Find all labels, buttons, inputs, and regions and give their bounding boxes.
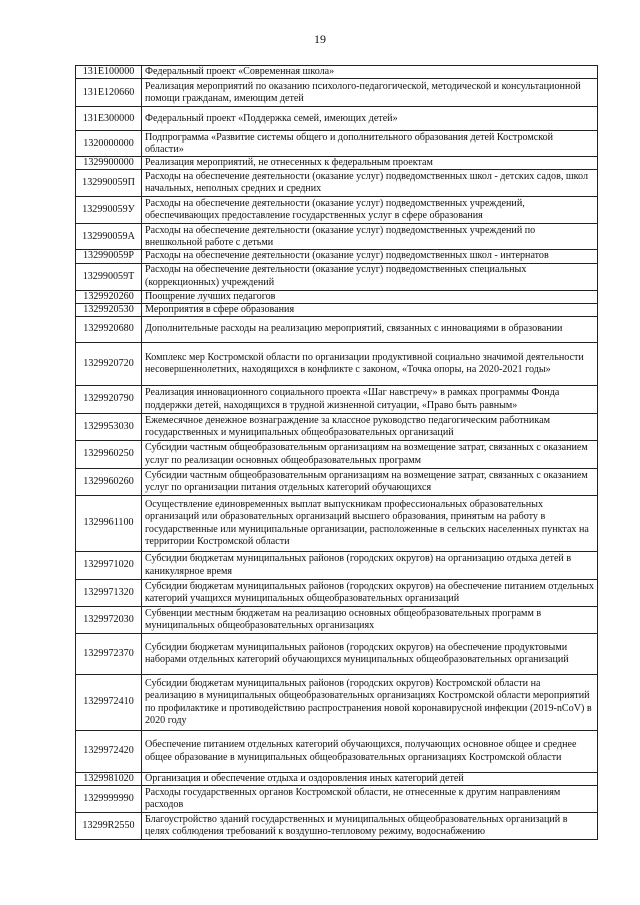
table-row [76, 607, 598, 634]
code-cell: 1329972030 [76, 607, 142, 634]
description-cell: Расходы на обеспечение деятельности (оказание услуг) подведомственных школ - интернатов [142, 250, 598, 263]
code-cell: 132990059А [76, 224, 142, 250]
description-cell: Федеральный проект «Поддержка семей, имеющих детей» [142, 107, 598, 131]
description-cell: Благоустройство зданий государственных и муниципальных общеобразовательных организаций в целях соблюдения требований к воздушно-тепловому режиму, водоснабжению [142, 813, 598, 840]
table-row [76, 66, 598, 79]
code-cell: 1329900000 [76, 157, 142, 170]
code-cell: 1320000000 [76, 131, 142, 157]
code-cell: 1329960250 [76, 441, 142, 469]
description-cell: Субсидии частным общеобразовательным организациям на возмещение затрат, связанных с оказанием услуг по реализации основных общеобразовательных программ [142, 441, 598, 469]
description-cell: Подпрограмма «Развитие системы общего и дополнительного образования детей Костромской области» [142, 131, 598, 157]
code-cell: 132990059Т [76, 263, 142, 290]
table-row [76, 580, 598, 607]
table-row [76, 773, 598, 786]
description-cell: Субсидии частным общеобразовательным организациям на возмещение затрат, связанных с оказанием услуг по организации питания отдельных категорий обучающихся [142, 469, 598, 496]
description-cell: Обеспечение питанием отдельных категорий обучающихся, получающих основное общее и среднее общее образование в муниципальных общеобразовательных организациях Костромской области [142, 731, 598, 773]
table-row [76, 107, 598, 131]
code-cell: 13299R2550 [76, 813, 142, 840]
code-cell: 132990059Р [76, 250, 142, 263]
code-cell: 1329953030 [76, 414, 142, 441]
code-cell: 132990059П [76, 170, 142, 197]
code-cell: 1329981020 [76, 773, 142, 786]
code-cell: 131E120660 [76, 79, 142, 107]
description-cell: Расходы на обеспечение деятельности (оказание услуг) подведомственных учреждений по внешкольной работе с детьми [142, 224, 598, 250]
table-row [76, 813, 598, 840]
table-row [76, 197, 598, 224]
table-row [76, 250, 598, 263]
table-row [76, 263, 598, 290]
code-cell: 1329960260 [76, 469, 142, 496]
code-cell: 131E300000 [76, 107, 142, 131]
code-cell: 1329972420 [76, 731, 142, 773]
description-cell: Расходы на обеспечение деятельности (оказание услуг) подведомственных специальных (коррекционных) учреждений [142, 263, 598, 290]
description-cell: Субсидии бюджетам муниципальных районов (городских округов) Костромской области на реализацию в муниципальных общеобразовательных организациях Костромской области мероприятий по профилактике и противодействию распространения новой коронавирусной инфекции (2019-nCoV) в 2020 году [142, 675, 598, 731]
table-row [76, 496, 598, 552]
description-cell: Субвенции местным бюджетам на реализацию основных общеобразовательных программ в муниципальных общеобразовательных организациях [142, 607, 598, 634]
description-cell: Мероприятия в сфере образования [142, 303, 598, 316]
table-row [76, 386, 598, 414]
description-cell: Субсидии бюджетам муниципальных районов (городских округов) на обеспечение питанием отдельных категорий учащихся муниципальных общеобразовательных организаций [142, 580, 598, 607]
description-cell: Дополнительные расходы на реализацию мероприятий, связанных с инновациями в образовании [142, 317, 598, 343]
code-cell: 1329971020 [76, 552, 142, 580]
code-cell: 1329920680 [76, 317, 142, 343]
table-row [76, 786, 598, 813]
code-cell: 1329972410 [76, 675, 142, 731]
table-body [76, 66, 598, 840]
table-row [76, 469, 598, 496]
description-cell: Расходы на обеспечение деятельности (оказание услуг) подведомственных учреждений, обеспечивающих предоставление государственных услуг в сфере образования [142, 197, 598, 224]
code-cell: 1329920530 [76, 303, 142, 316]
table-row [76, 731, 598, 773]
code-cell: 132990059У [76, 197, 142, 224]
description-cell: Поощрение лучших педагогов [142, 290, 598, 303]
code-cell: 1329920260 [76, 290, 142, 303]
table-row [76, 131, 598, 157]
description-cell: Реализация мероприятий по оказанию психолого-педагогической, методической и консультационной помощи гражданам, имеющим детей [142, 79, 598, 107]
table-row [76, 170, 598, 197]
table-row [76, 634, 598, 675]
table-row [76, 675, 598, 731]
description-cell: Осуществление единовременных выплат выпускникам профессиональных образовательных организаций или образовательных организаций высшего образования, принятым на работу в государственные или муниципальные организации, расположенные в сельских населенных пунктах на территории Костромской области [142, 496, 598, 552]
description-cell: Реализация мероприятий, не отнесенных к федеральным проектам [142, 157, 598, 170]
table-row [76, 552, 598, 580]
code-cell: 1329920790 [76, 386, 142, 414]
table-row [76, 303, 598, 316]
page-number: 19 [314, 32, 326, 46]
description-cell: Организация и обеспечение отдыха и оздоровления иных категорий детей [142, 773, 598, 786]
description-cell: Реализация инновационного социального проекта «Шаг навстречу» в рамках программы Фонда поддержки детей, находящихся в трудной жизненной ситуации, «Право быть равным» [142, 386, 598, 414]
table-row [76, 414, 598, 441]
description-cell: Расходы на обеспечение деятельности (оказание услуг) подведомственных школ - детских садов, школ начальных, неполных средних и средних [142, 170, 598, 197]
budget-codes-table [75, 65, 598, 840]
table-row [76, 157, 598, 170]
table-row [76, 317, 598, 343]
code-cell: 1329920720 [76, 343, 142, 386]
code-cell: 1329961100 [76, 496, 142, 552]
table-row [76, 290, 598, 303]
description-cell: Расходы государственных органов Костромской области, не отнесенные к другим направлениям расходов [142, 786, 598, 813]
description-cell: Комплекс мер Костромской области по организации продуктивной социально значимой деятельности несовершеннолетних, находящихся в конфликте с законом, «Точка опоры, на 2020-2021 годы» [142, 343, 598, 386]
code-cell: 131E100000 [76, 66, 142, 79]
code-cell: 1329972370 [76, 634, 142, 675]
table-row [76, 441, 598, 469]
table-row [76, 79, 598, 107]
description-cell: Федеральный проект «Современная школа» [142, 66, 598, 79]
description-cell: Ежемесячное денежное вознаграждение за классное руководство педагогическим работникам государственных и муниципальных общеобразовательных организаций [142, 414, 598, 441]
description-cell: Субсидии бюджетам муниципальных районов (городских округов) на организацию отдыха детей в каникулярное время [142, 552, 598, 580]
code-cell: 1329999990 [76, 786, 142, 813]
table-row [76, 343, 598, 386]
code-cell: 1329971320 [76, 580, 142, 607]
table-row [76, 224, 598, 250]
description-cell: Субсидии бюджетам муниципальных районов (городских округов) на обеспечение продуктовыми наборами отдельных категорий обучающихся муниципальных общеобразовательных организаций [142, 634, 598, 675]
